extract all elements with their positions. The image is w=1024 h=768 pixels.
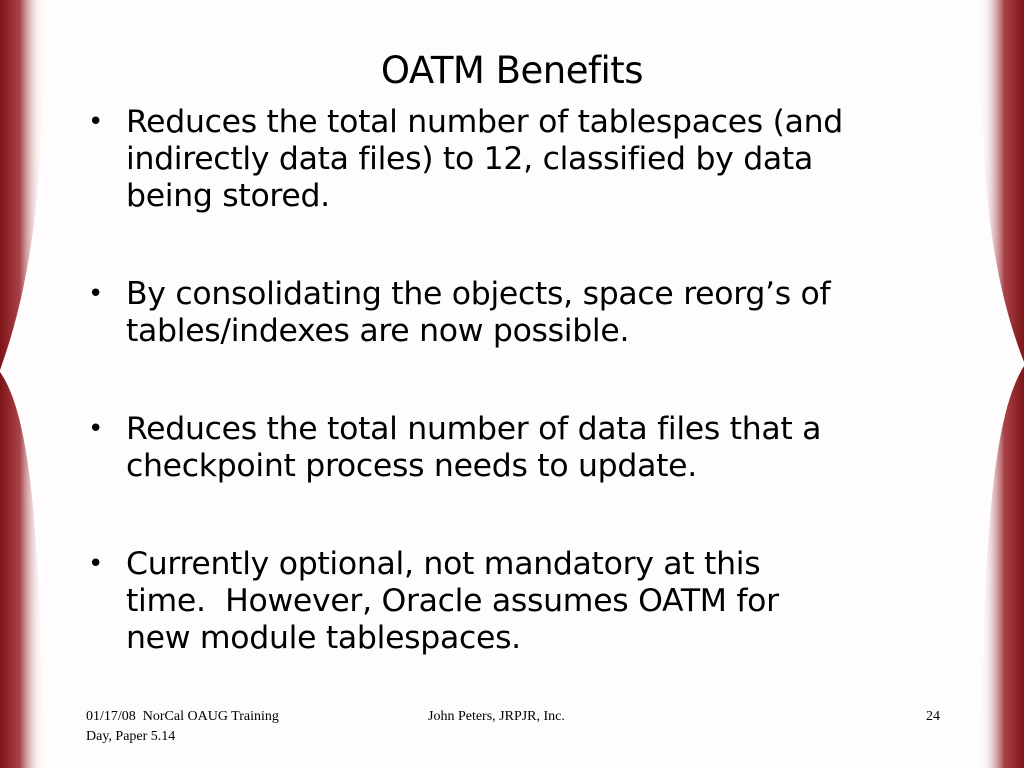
- bullet-icon: •: [88, 279, 104, 309]
- right-curtain-lower: [980, 366, 1024, 768]
- footer-left-line2: Day, Paper 5.14: [86, 729, 176, 744]
- bullet-icon: •: [88, 549, 104, 579]
- page-number: 24: [926, 709, 940, 724]
- bullet-text: Reduces the total number of tablespaces (and indirectly data files) to 12, classified by data being stored.: [126, 104, 843, 214]
- left-curtain-lower: [0, 372, 44, 768]
- bullet-text: Reduces the total number of data files that a checkpoint process needs to update.: [126, 411, 822, 484]
- bullet-text: Currently optional, not mandatory at this time. However, Oracle assumes OATM for new module tablespaces.: [126, 546, 779, 656]
- bullet-item: [86, 276, 946, 350]
- slide-title: OATM Benefits: [380, 49, 644, 92]
- bullet-icon: •: [88, 414, 104, 444]
- footer-author: John Peters, JRPJR, Inc.: [428, 709, 565, 724]
- bullet-item: [86, 411, 946, 485]
- footer-left-line1: 01/17/08 NorCal OAUG Training: [86, 709, 279, 724]
- bullet-item: [86, 546, 946, 657]
- footer-date-event: [86, 707, 346, 747]
- bullet-text: By consolidating the objects, space reorg’s of tables/indexes are now possible.: [126, 276, 831, 349]
- bullet-list: [86, 104, 946, 657]
- bullet-icon: •: [88, 107, 104, 137]
- bullet-item: [86, 104, 946, 215]
